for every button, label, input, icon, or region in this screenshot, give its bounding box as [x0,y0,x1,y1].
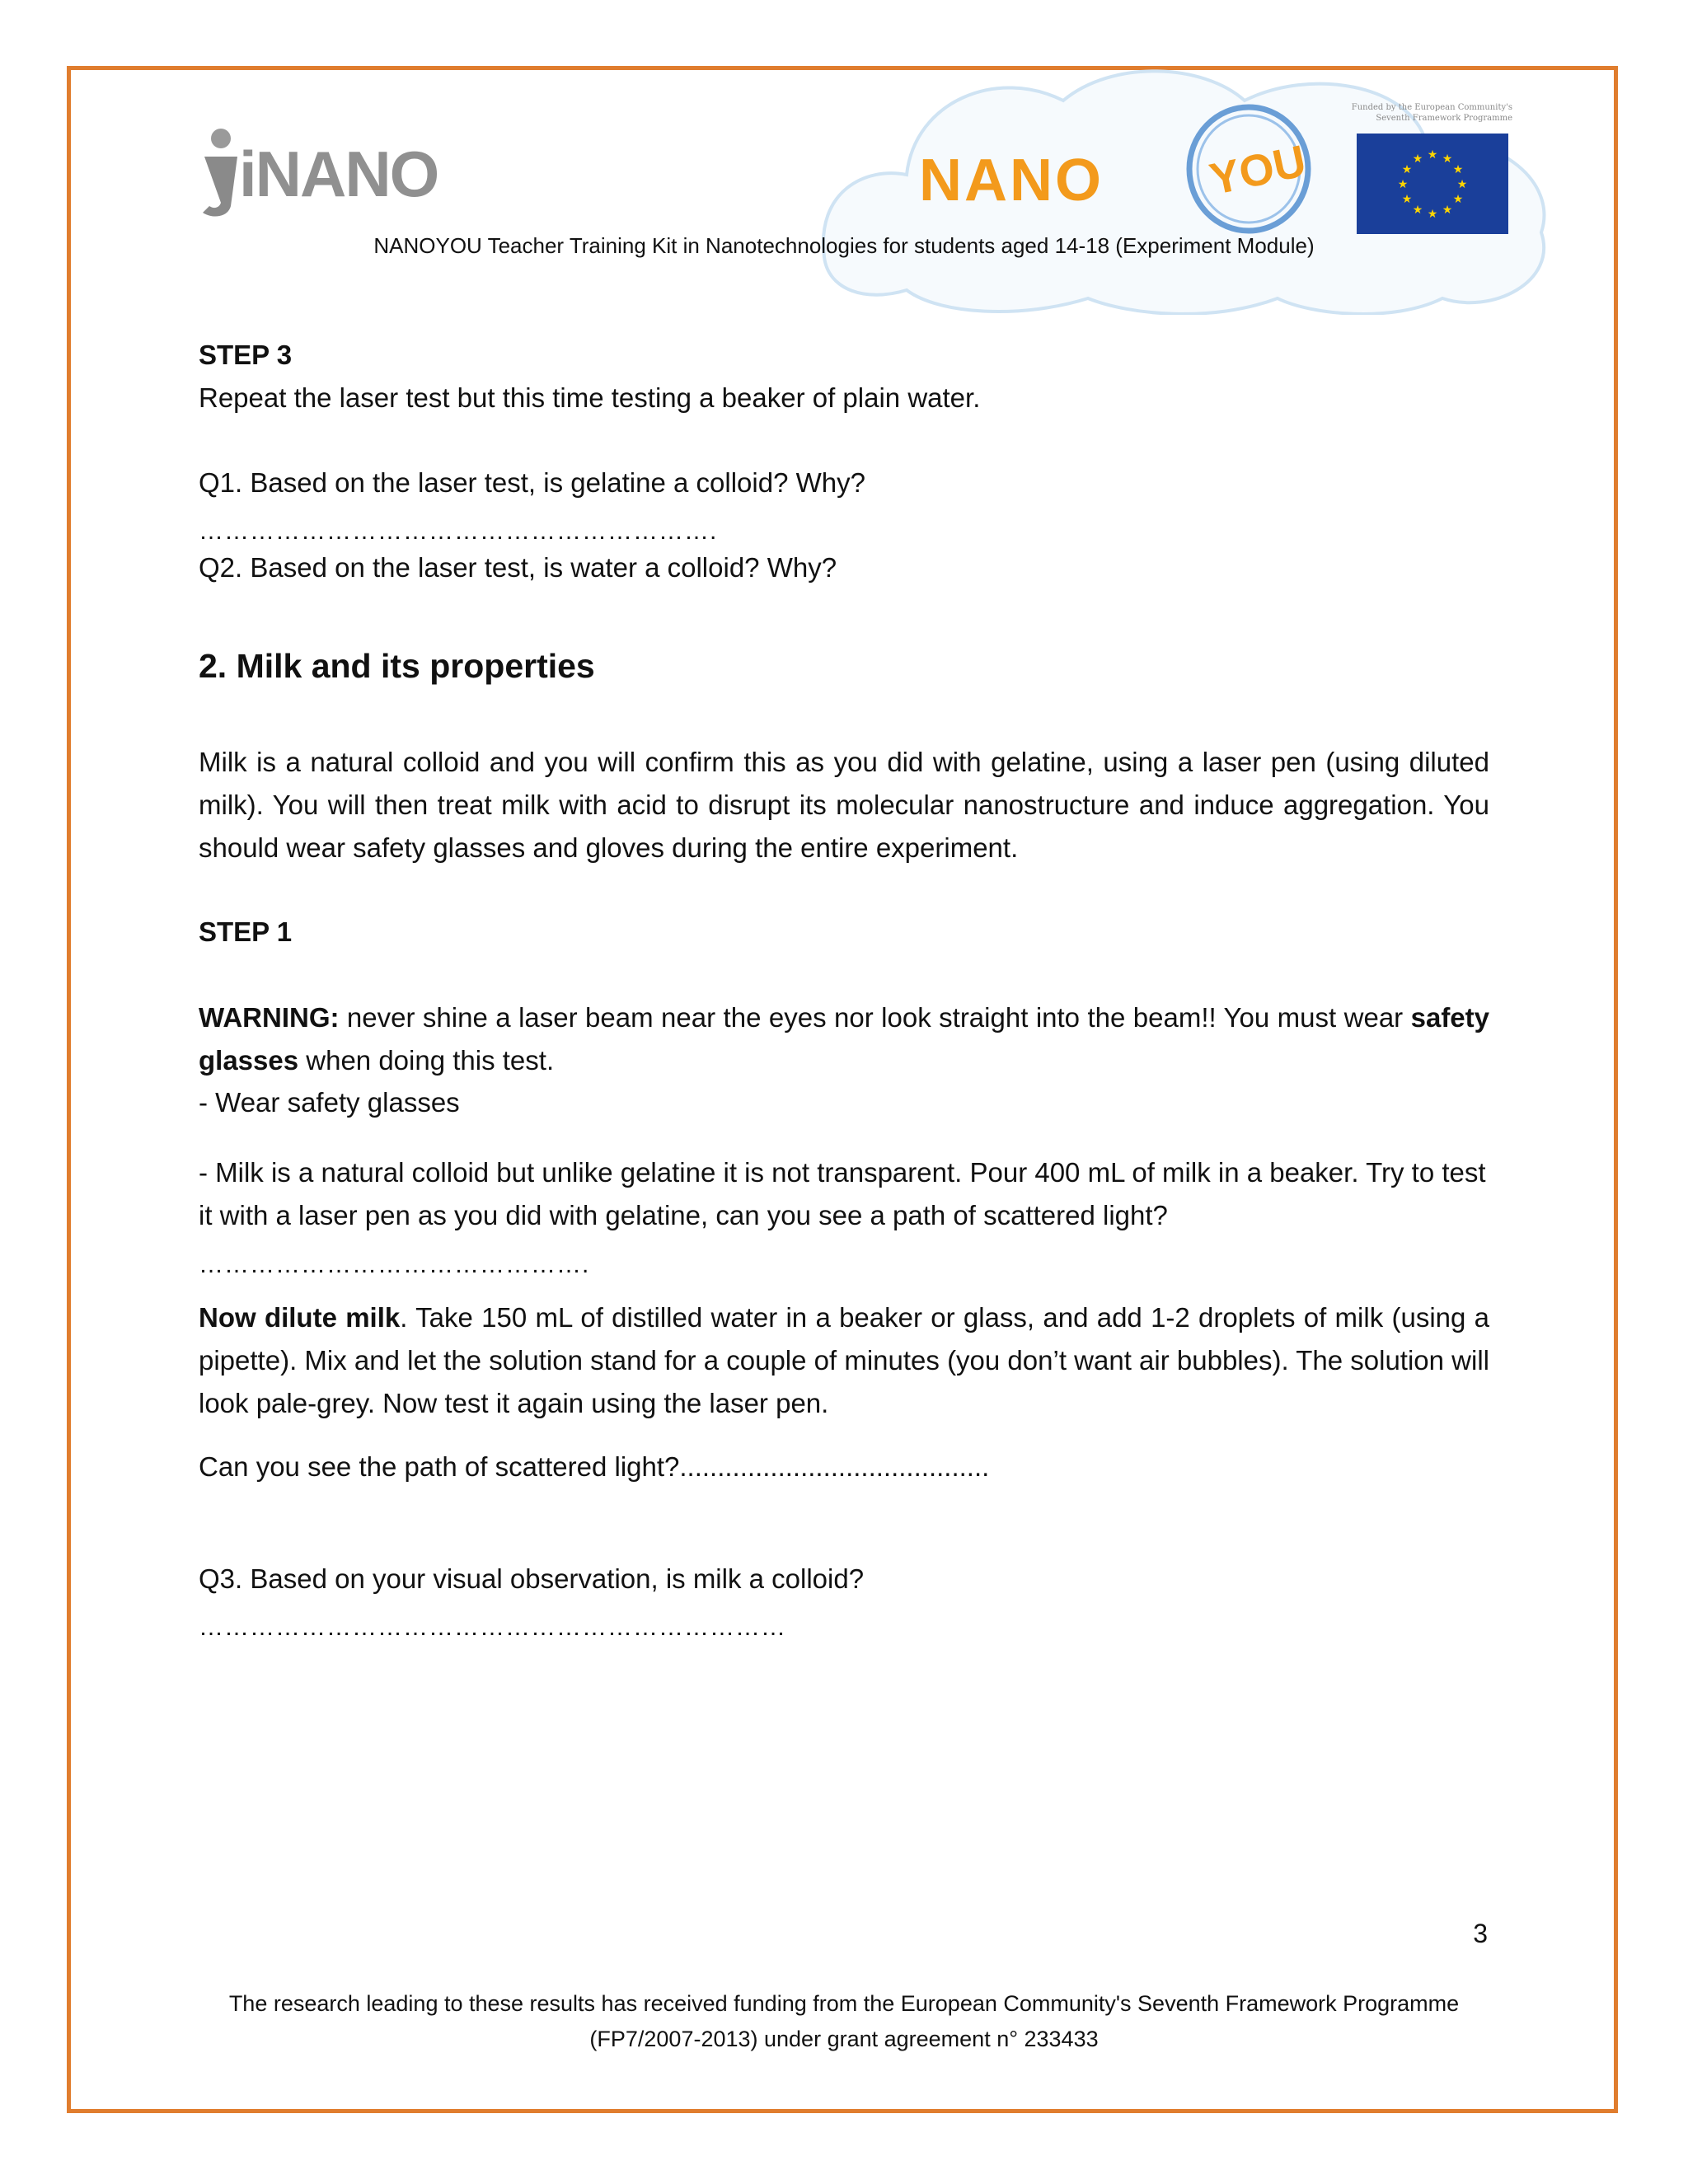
scattered-light-question: Can you see the path of scattered light?......................................... [199,1451,990,1482]
answer-line-q1: ……………………………………………………. [199,518,718,545]
section-heading: 2. Milk and its properties [199,647,595,685]
funding-footer [0,1986,1688,2057]
footer-line-1: The research leading to these results has received funding from the European Community's Seventh Framework Programme [228,1991,1460,2016]
svg-text:★: ★ [1452,193,1464,206]
nanoyou-logo [919,95,1315,243]
eu-flag-icon [1357,134,1508,234]
svg-text:YOU: YOU [1205,136,1311,205]
warning-end-text: when doing this test. [298,1045,555,1076]
dilute-bold-text: Now dilute milk [199,1302,401,1333]
svg-text:★: ★ [1401,193,1413,206]
step1-heading: STEP 1 [199,916,293,947]
footer-line-2: (FP7/2007-2013) under grant agreement n° 233433 [589,2027,1099,2051]
step3-text: Repeat the laser test but this time testing a beaker of plain water. [199,382,981,413]
svg-text:★: ★ [1442,204,1453,217]
svg-text:★: ★ [1401,163,1413,176]
eu-funding-caption: Funded by the European Community's Seventh Framework Programme [1351,103,1512,123]
bullet-item-2: - Milk is a natural colloid but unlike gelatine it is not transparent. Pour 400 mL of milk in a beaker. Try to test it with a laser pen as you did with gelatine, can you see a path of scattered light? [199,1157,1486,1230]
inano-logo [198,124,462,223]
dilute-text: . Take 150 mL of distilled water in a beaker or glass, and add 1-2 droplets of milk (using a pipette). Mix and let the solution stand for a couple of minutes (you don’t want air bubbles). The solution will look pale-grey. Now test it again using the laser pen. [199,1302,1489,1418]
svg-text:★: ★ [1412,152,1423,166]
dilute-paragraph [199,1296,1489,1425]
step3-heading: STEP 3 [199,340,293,370]
svg-text:★: ★ [1452,163,1464,176]
answer-line-bullet2: ………………………………………. [199,1251,590,1278]
bullet-item-1: - Wear safety glasses [199,1087,460,1118]
svg-text:★: ★ [1397,178,1409,191]
warning-bold-text: safety glasses [199,1002,1489,1076]
svg-text:★: ★ [1442,152,1453,166]
intro-paragraph: Milk is a natural colloid and you will confirm this as you did with gelatine, using a laser pen (using diluted milk). You will then treat milk with acid to disrupt its molecular nanostructure and induce aggregation. You should wear safety glasses and gloves during the entire experiment. [199,747,1489,863]
document-header-title: NANOYOU Teacher Training Kit in Nanotechnologies for students aged 14-18 (Experiment Module) [373,233,1315,258]
svg-text:★: ★ [1412,204,1423,217]
question-1: Q1. Based on the laser test, is gelatine a colloid? Why? [199,467,865,498]
page-number: 3 [1473,1919,1488,1948]
svg-text:★: ★ [1427,208,1438,221]
question-2: Q2. Based on the laser test, is water a colloid? Why? [199,552,837,583]
question-3: Q3. Based on your visual observation, is milk a colloid? [199,1563,865,1594]
svg-text:★: ★ [1427,148,1438,162]
svg-text:★: ★ [1456,178,1468,191]
svg-text:iNANO: iNANO [239,138,438,210]
answer-line-q3: …………………………………………………………… [199,1614,786,1641]
svg-text:NANO: NANO [919,148,1104,213]
warning-paragraph [199,996,1489,1082]
warning-text: never shine a laser beam near the eyes nor look straight into the beam!! You must wear [339,1002,1411,1033]
warning-label: WARNING: [199,1002,340,1033]
